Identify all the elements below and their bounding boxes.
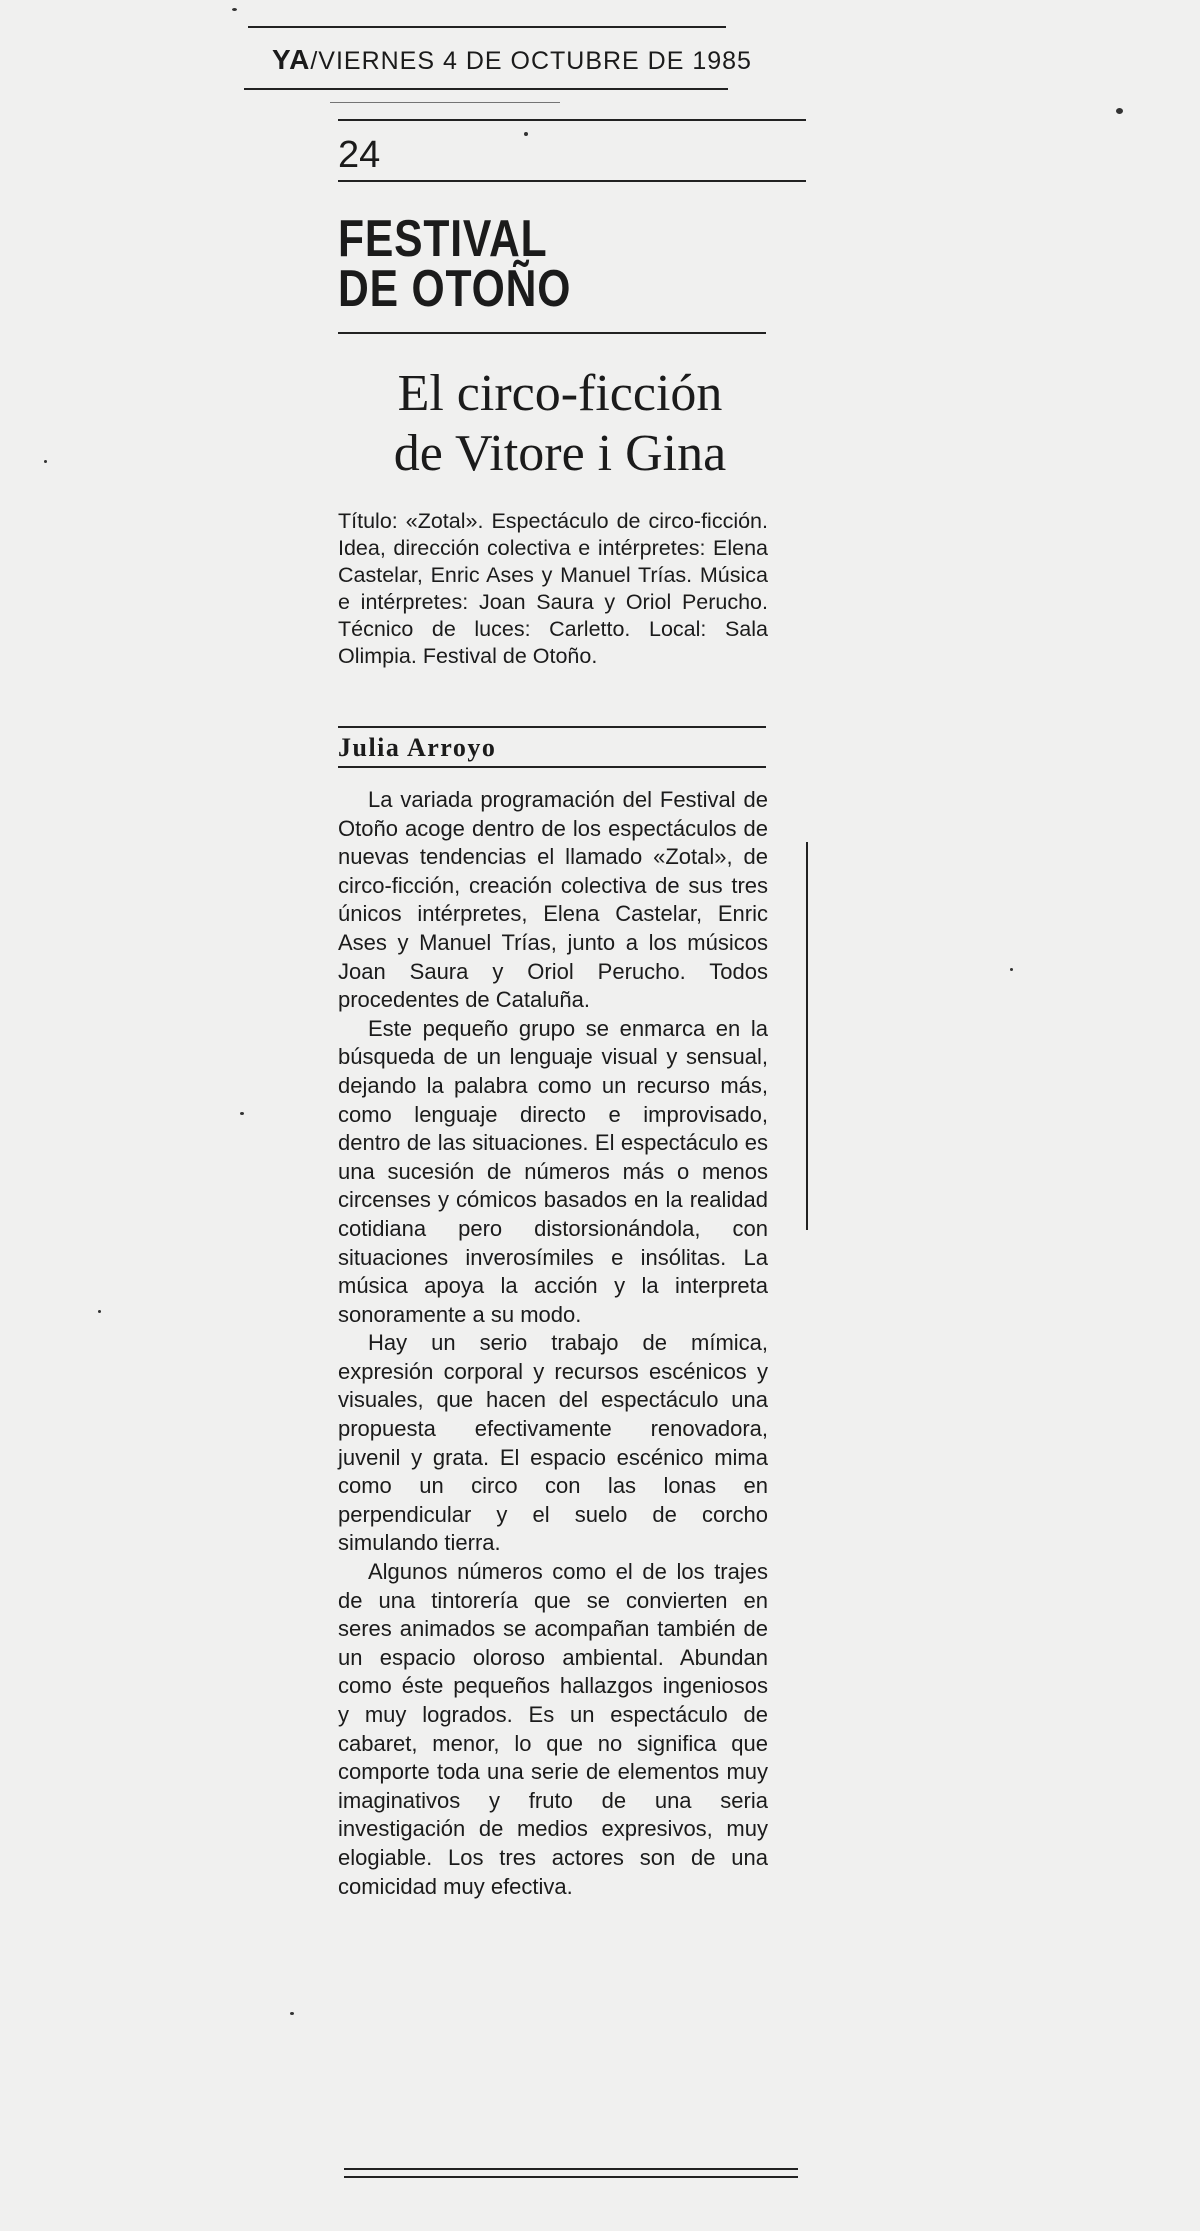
page-number-top-rule: [338, 119, 806, 121]
headline-line1: El circo-ficción: [397, 365, 723, 422]
print-speck: [98, 1310, 101, 1313]
print-speck: [232, 8, 237, 11]
section-label-line1: FESTIVAL: [338, 210, 548, 268]
paragraph: Algunos números como el de los trajes de una tintorería que se convierten en seres animados se acompañan también de un espacio oloroso ambiental. Abundan como éste pequeños hallazgos ingeniosos y muy logrados. Es un espectáculo de cabaret, menor, lo que no significa que comporte toda una serie de elementos muy imaginativos y fruto de una seria investigación de medios expresivos, muy elogiable. Los tres actores son de una comicidad muy efectiva.: [338, 1559, 768, 1899]
masthead: [272, 44, 752, 76]
byline-rule: [338, 766, 766, 768]
headline-line2: de Vitore i Gina: [393, 425, 727, 482]
print-speck: [290, 2012, 294, 2015]
page-number: 24: [338, 134, 381, 176]
print-speck: [1116, 108, 1123, 114]
print-speck: [240, 1112, 244, 1115]
paragraph: Este pequeño grupo se enmarca en la búsqueda de un lenguaje visual y sensual, dejando la palabra como un recurso más, como lenguaje directo e improvisado, dentro de las situaciones. El espectáculo es una sucesión de números más o menos circenses y cómicos basados en la realidad cotidiana pero distorsionándola, con situaciones inverosímiles e insólitas. La música apoya la acción y la interpreta sonoramente a su modo.: [338, 1015, 768, 1327]
masthead-date: /VIERNES 4 DE OCTUBRE DE 1985: [310, 47, 752, 75]
column-divider: [806, 842, 808, 1230]
section-rule: [338, 332, 766, 334]
bottom-rule-1: [344, 2168, 798, 2170]
section-label-line2: DE OTOÑO: [338, 260, 572, 318]
article-headline: [330, 364, 790, 484]
credits-rule: [338, 726, 766, 728]
paper-name: YA: [272, 44, 311, 75]
byline: Julia Arroyo: [338, 733, 497, 762]
masthead-top-rule: [248, 26, 726, 28]
article-body: [338, 786, 768, 1901]
paragraph: Hay un serio trabajo de mímica, expresión corporal y recursos escénicos y visuales, que hacen del espectáculo una propuesta efectivamente renovadora, juvenil y grata. El espacio escénico mima como un circo con las lonas en perpendicular y el suelo de corcho simulando tierra.: [338, 1330, 768, 1556]
print-speck: [1010, 968, 1013, 971]
page-number-bottom-rule: [338, 180, 806, 182]
masthead-dashed-rule: [330, 102, 560, 103]
section-label: [338, 210, 699, 318]
bottom-rule-2: [344, 2176, 798, 2178]
print-speck: [44, 460, 47, 463]
masthead-bottom-rule: [244, 88, 728, 90]
credits-block: Título: «Zotal». Espectáculo de circo-ficción. Idea, dirección colectiva e intérpretes: Elena Castelar, Enric Ases y Manuel Trías. Música e intérpretes: Joan Saura y Oriol Perucho. Técnico de luces: Carletto. Local: Sala Olimpia. Festival de Otoño.: [338, 509, 768, 668]
print-speck: [524, 132, 528, 136]
paragraph: La variada programación del Festival de Otoño acoge dentro de los espectáculos de nuevas tendencias el llamado «Zotal», de circo-ficción, creación colectiva de sus tres únicos intérpretes, Elena Castelar, Enric Ases y Manuel Trías, junto a los músicos Joan Saura y Oriol Perucho. Todos procedentes de Cataluña.: [338, 787, 768, 1013]
